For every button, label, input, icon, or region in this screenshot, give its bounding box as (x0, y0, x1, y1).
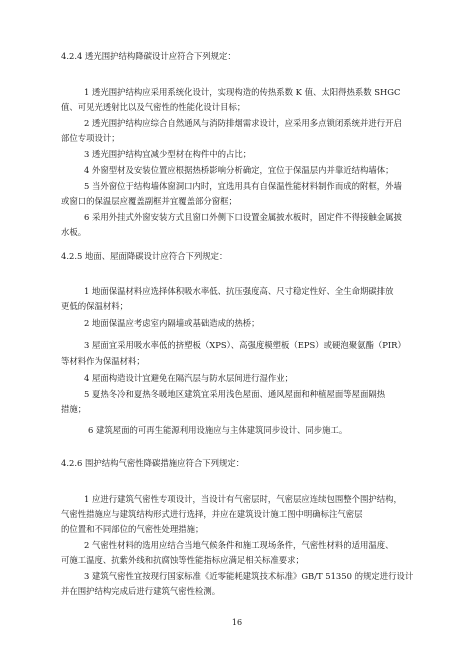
paragraph-line: 并在围护结构完成后进行建筑气密性检测。 (61, 586, 221, 596)
paragraph-line: 部位专项设计； (61, 133, 120, 143)
paragraph-line: 2 气密性材料的选用应结合当地气候条件和施工现场条件，气密性材料的适用温度、 (84, 540, 394, 550)
paragraph-line: 或窗口的保温层应覆盖副框并宜覆盖部分窗框； (61, 196, 237, 206)
paragraph-line: 值、可见光透射比以及气密性的性能化设计目标； (61, 102, 246, 112)
paragraph-line: 1 应进行建筑气密性专项设计，当设计有气密层时，气密层应连续包围整个围护结构， (84, 494, 402, 504)
paragraph-line: 5 夏热冬冷和夏热冬暖地区建筑宜采用浅色屋面、通风屋面和种植屋面等屋面隔热 (84, 389, 386, 399)
paragraph-line: 更低的保温材料； (61, 301, 128, 311)
paragraph-line: 措施； (61, 404, 87, 414)
paragraph-line: 3 建筑气密性宜按现行国家标准《近零能耗建筑技术标准》GB/T 51350 的规定进行设计 (84, 571, 414, 581)
paragraph-line: 5 当外窗位于结构墙体窗洞口内时，宜选用具有自保温性能材料制作而成的附框，外墙 (84, 181, 402, 191)
paragraph-line: 的位置和不同部位的气密性处理措施； (61, 524, 204, 534)
paragraph-line: 3 屋面宜采用吸水率低的挤塑板（XPS）、高强度模塑板（EPS）或硬泡聚氨酯（PIR） (84, 340, 406, 350)
paragraph-line: 1 地面保温材料应选择体积吸水率低、抗压强度高、尺寸稳定性好、全生命期碳排放 (84, 286, 394, 296)
paragraph-line: 4 外窗型材及安装位置应根据热桥影响分析确定，宜位于保温层内并靠近结构墙体； (84, 165, 394, 175)
paragraph-line: 6 采用外挂式外窗安装方式且窗口外侧下口设置金属披水板时，固定件不得接触金属披 (84, 212, 402, 222)
paragraph-line: 可施工温度、抗紫外线和抗腐蚀等性能指标应满足相关标准要求； (61, 555, 304, 565)
paragraph-line: 2 透光围护结构应综合自然通风与消防排烟需求设计，应采用多点锁闭系统并进行开启 (84, 118, 402, 128)
section-heading: 4.2.4 透光围护结构降碳设计应符合下列规定： (61, 51, 236, 61)
page-number: 16 (231, 618, 243, 627)
paragraph-line: 1 透光围护结构应采用系统化设计，实现构造的传热系数 K 值、太阳得热系数 SHGC (84, 87, 401, 97)
paragraph-line: 2 地面保温应考虑室内隔墙或基础造成的热桥； (84, 318, 260, 328)
section-heading: 4.2.5 地面、屋面降碳设计应符合下列规定： (61, 251, 228, 261)
paragraph-line: 等材料作为保温材料； (61, 356, 145, 366)
paragraph-line: 气密性措施应与建筑结构形式进行选择，并应在建筑设计施工图中明确标注气密层 (61, 509, 363, 519)
section-heading: 4.2.6 围护结构气密性降碳措施应符合下列规定： (61, 458, 245, 468)
paragraph-line: 水板。 (61, 227, 87, 237)
paragraph-line: 6 建筑屋面的可再生能源利用设施应与主体建筑同步设计、同步施工。 (88, 425, 348, 435)
paragraph-line: 3 透光围护结构宜减少型材在构件中的占比； (84, 149, 252, 159)
paragraph-line: 4 屋面构造设计宜避免在隔汽层与防水层间进行湿作业； (84, 373, 293, 383)
